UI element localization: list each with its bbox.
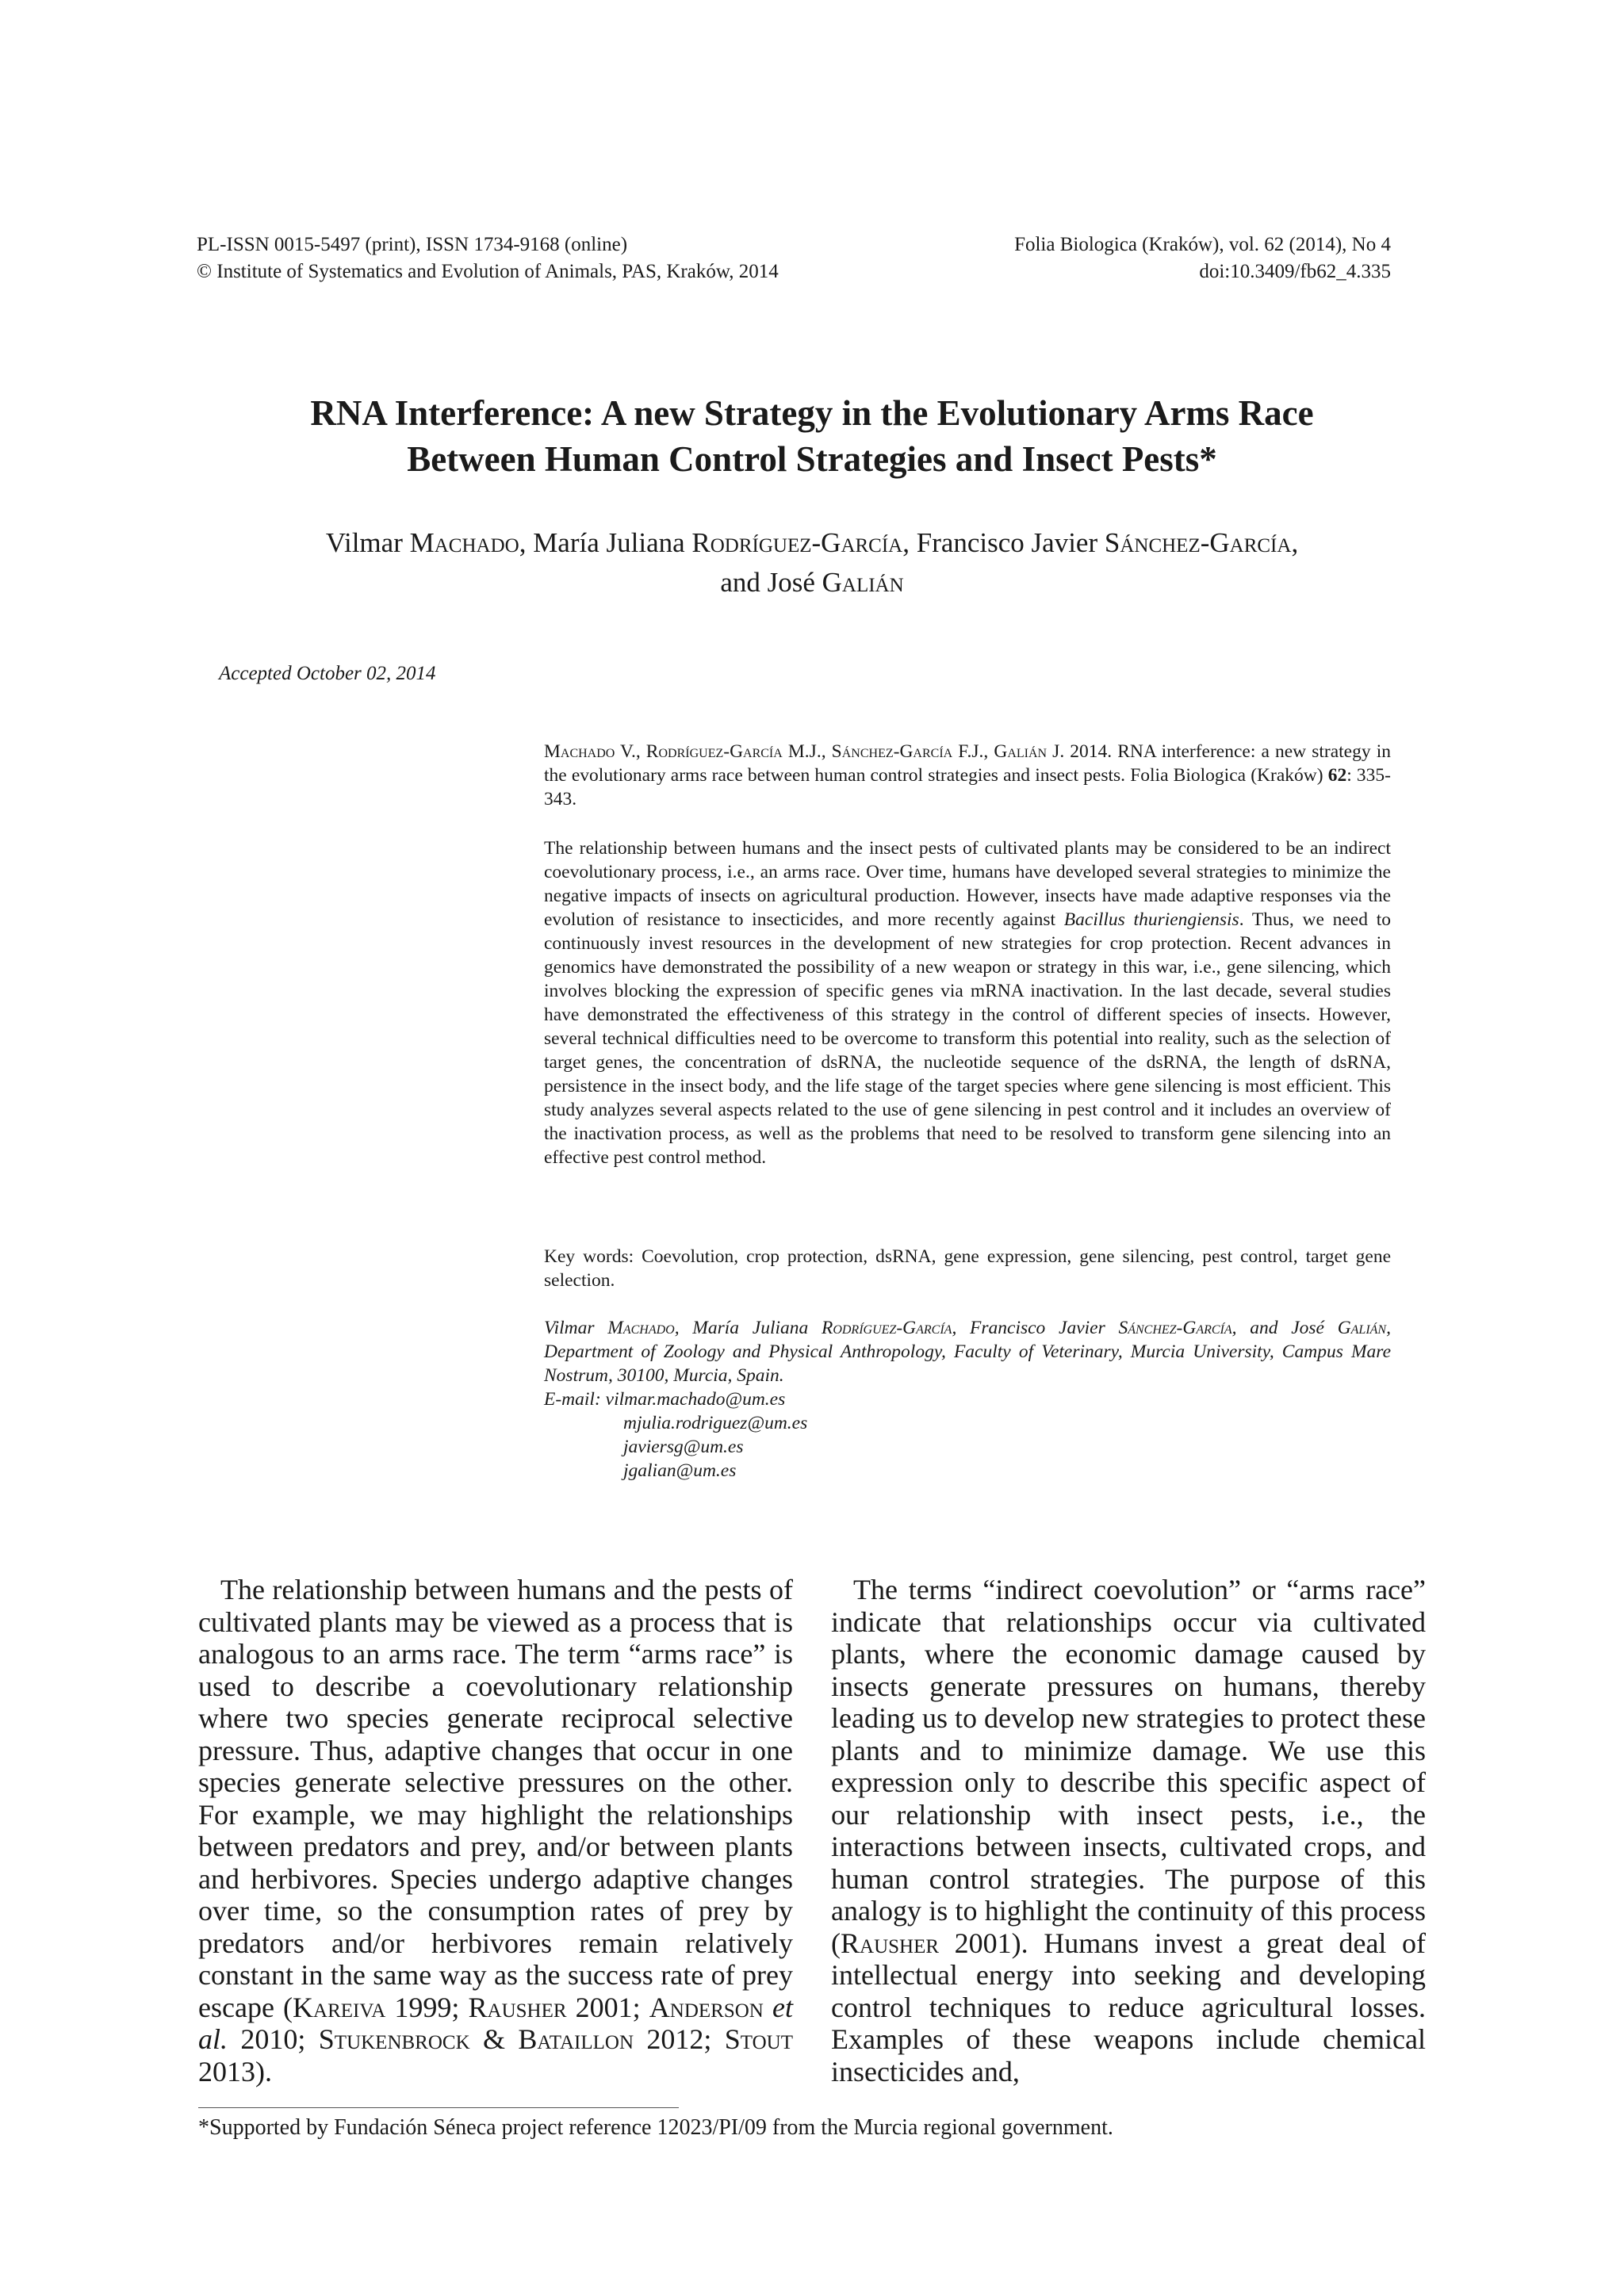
funding-footnote: *Supported by Fundación Séneca project reference 12023/PI/09 from the Murcia regional government.	[198, 2115, 1113, 2140]
author-1-family: Machado	[409, 527, 519, 558]
affil-text: , and José	[1231, 1318, 1338, 1338]
author-1-given: Vilmar	[325, 527, 410, 558]
reference-year: 2013).	[198, 2055, 272, 2087]
reference-year: 1999;	[385, 1991, 469, 2023]
author-4-family: Galián	[822, 567, 904, 598]
email-row	[544, 1459, 1391, 1483]
reference-author: Stout	[724, 2023, 793, 2055]
email-list	[544, 1387, 1391, 1483]
abstract	[544, 836, 1391, 1169]
author-sep: ,	[1291, 527, 1299, 558]
author-2-family: Rodríguez-García	[691, 527, 903, 558]
reference-author: Rausher	[841, 1927, 940, 1959]
journal-issn-header	[197, 232, 779, 285]
abstract-text: The relationship between humans and the insect pests of cultivated plants may be considered to be an indirect coevolutionary process, i.e., an arms race. Over time, humans have developed several strategies to minimize the negative impacts of insects on agricultural production. However, insects have made adaptive responses via the evolution of resistance to insecticides, and more recently against	[544, 838, 1391, 930]
author-3-family: Sánchez-García	[1104, 527, 1292, 558]
body-paragraph	[198, 1574, 793, 2087]
body-text: 2001). Humans invest a great deal of intellectual energy into seeking and developing control techniques to reduce agricultural losses. Examples of these weapons include chemical insecticides and,	[831, 1927, 1426, 2087]
affil-text: , María Juliana	[674, 1318, 822, 1338]
email-link[interactable]: jgalian@um.es	[623, 1460, 737, 1481]
author-4-given: and José	[720, 567, 822, 598]
author-sep: ,	[902, 527, 917, 558]
citation-author: Rodríguez-García	[645, 741, 783, 762]
affil-author: Galián	[1337, 1318, 1387, 1338]
author-2-given: María Juliana	[533, 527, 692, 558]
author-sep: ,	[519, 527, 534, 558]
footnote-divider	[198, 2107, 679, 2108]
copyright-line: © Institute of Systematics and Evolution of Animals, PAS, Kraków, 2014	[197, 261, 779, 282]
reference-author: Kareiva	[293, 1991, 386, 2023]
article-title	[159, 390, 1465, 482]
citation-block	[544, 740, 1391, 811]
reference-etal: et al.	[198, 1991, 793, 2055]
issn-line: PL-ISSN 0015-5497 (print), ISSN 1734-9168 (online)	[197, 234, 628, 255]
accepted-date: Accepted October 02, 2014	[219, 663, 436, 684]
email-link[interactable]: javiersg@um.es	[623, 1437, 744, 1457]
citation-author: Machado	[544, 741, 615, 762]
citation-pages: : 335-343.	[544, 765, 1391, 809]
affil-author: Rodríguez-García	[821, 1318, 952, 1338]
citation-text: J. 2014. RNA interference: a new strategy in the evolutionary arms race between human control strategies and insect pests. Folia Biologica (Kraków)	[544, 741, 1391, 786]
citation-text: M.J.,	[782, 741, 832, 762]
species-name: Bacillus thuriengiensis	[1063, 909, 1239, 930]
reference-author: Bataillon	[518, 2023, 634, 2055]
reference-author: Anderson	[649, 1991, 764, 2023]
author-list	[159, 523, 1465, 603]
email-link[interactable]: mjulia.rodriguez@um.es	[623, 1413, 808, 1433]
body-paragraph	[831, 1574, 1426, 2087]
reference-author: Stukenbrock	[318, 2023, 470, 2055]
title-line-1: RNA Interference: A new Strategy in the Evolutionary Arms Race	[310, 393, 1314, 433]
reference-author: Rausher	[468, 1991, 567, 2023]
citation-volume: 62	[1327, 765, 1347, 786]
citation-author: Galián	[994, 741, 1048, 762]
body-column-right	[831, 1574, 1426, 2087]
body-column-left	[198, 1574, 793, 2087]
affil-department: , Department of Zoology and Physical Anthropology, Faculty of Veterinary, Murcia University, Campus Mare Nostrum, 30100, Murcia, Spain.	[544, 1318, 1391, 1386]
affil-author: Sánchez-García	[1118, 1318, 1232, 1338]
citation-text: V.,	[615, 741, 646, 762]
journal-volume-line: Folia Biologica (Kraków), vol. 62 (2014), No 4	[1014, 234, 1391, 255]
affiliation-block	[544, 1316, 1391, 1483]
citation-author: Sánchez-García	[831, 741, 953, 762]
journal-volume-header	[1014, 232, 1391, 285]
reference-year: 2001;	[566, 1991, 649, 2023]
body-text: The relationship between humans and the pests of cultivated plants may be viewed as a process that is analogous to an arms race. The term “arms race” is used to describe a coevolutionary relationship where two species generate reciprocal selective pressure. Thus, adaptive changes that occur in one species generate selective pressures on the other. For example, we may highlight the relationships between predators and prey, and/or between plants and herbivores. Species undergo adaptive changes over time, so the consumption rates of prey by predators and/or herbivores remain relatively constant in the same way as the success rate of prey escape (	[198, 1574, 793, 2023]
reference-year: 2010;	[228, 2023, 319, 2055]
affil-author: Machado	[607, 1318, 675, 1338]
email-link[interactable]: vilmar.machado@um.es	[605, 1389, 786, 1410]
author-line-1	[159, 523, 1465, 563]
body-text: The terms “indirect coevolution” or “arms race” indicate that relationships occur via cultivated plants, where the economic damage caused by insects generate pressures on humans, thereby leading us to develop new strategies to protect these plants and to minimize damage. We use this expression only to describe this specific aspect of our relationship with insect pests, i.e., the interactions between insects, cultivated crops, and human control strategies. The purpose of this analogy is to highlight the continuity of this process (	[831, 1574, 1426, 1959]
reference-amp: &	[469, 2023, 519, 2055]
email-row	[544, 1387, 1391, 1411]
author-line-2	[159, 563, 1465, 603]
reference-year: 2012;	[634, 2023, 725, 2055]
author-3-given: Francisco Javier	[916, 527, 1105, 558]
citation-text: F.J.,	[952, 741, 994, 762]
affil-text: Vilmar	[544, 1318, 608, 1338]
email-label: E-mail:	[544, 1389, 606, 1410]
title-line-2: Between Human Control Strategies and Insect Pests*	[407, 439, 1217, 479]
doi-line: doi:10.3409/fb62_4.335	[1199, 261, 1391, 282]
email-row	[544, 1435, 1391, 1459]
keywords: Key words: Coevolution, crop protection, dsRNA, gene expression, gene silencing, pest control, target gene selection.	[544, 1246, 1391, 1291]
affil-text: , Francisco Javier	[952, 1318, 1119, 1338]
abstract-text: . Thus, we need to continuously invest resources in the development of new strategies for crop protection. Recent advances in genomics have demonstrated the possibility of a new weapon or strategy in this war, i.e., gene silencing, which involves blocking the expression of specific genes via mRNA inactivation. In the last decade, several studies have demonstrated the effectiveness of this strategy in the control of different species of insects. However, several technical difficulties need to be overcome to transform this potential into reality, such as the selection of target genes, the concentration of dsRNA, the nucleotide sequence of the dsRNA, the length of dsRNA, persistence in the insect body, and the life stage of the target species where gene silencing is most efficient. This study analyzes several aspects related to the use of gene silencing in pest control and it includes an overview of the inactivation process, as well as the problems that need to be resolved to transform gene silencing into an effective pest control method.	[544, 909, 1392, 1168]
email-row	[544, 1411, 1391, 1435]
